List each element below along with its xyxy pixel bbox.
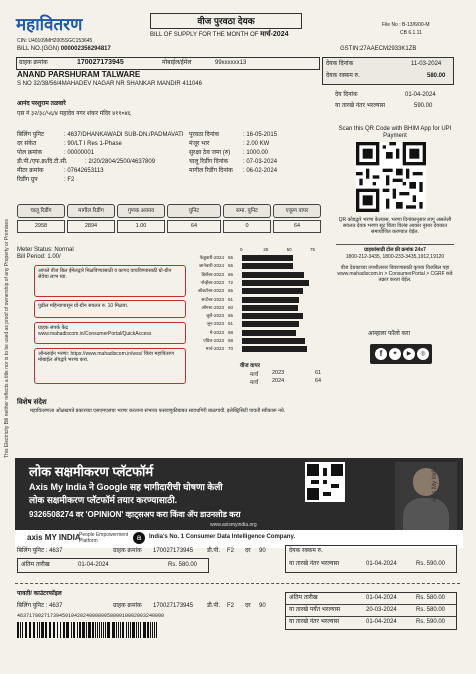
barcode-bar (49, 622, 51, 638)
special-message-title: विशेष संदेश (17, 399, 47, 406)
consumer-name: ANAND PARSHURAM TALWARE (17, 70, 141, 79)
barcode-bar (92, 622, 94, 638)
consumer-name-marathi: आनंद परशुराम तळवारे (17, 101, 66, 107)
barcode-bar (156, 622, 157, 638)
barcode-bar (29, 622, 31, 638)
barcode-bar (39, 622, 40, 638)
cut-line (15, 583, 460, 584)
chart-value-label: 68 (228, 338, 234, 343)
chart-month-label: मे-2023 (209, 329, 224, 335)
barcode-bar (88, 622, 91, 638)
barcode-bar (73, 622, 75, 638)
barcode-number: 4637170027173945010420240000005800010002003240000 (17, 613, 165, 619)
chart-bar (242, 330, 296, 336)
barcode-bar (122, 622, 124, 638)
stub1-amount-table: देयक रक्कम रु. या तारखे नंतर भरल्यास 01-04-2024 Rs. 590.00 (285, 545, 457, 573)
chart-value-label: 61 (228, 296, 234, 302)
chart-bar (242, 263, 293, 269)
barcode-bar (116, 622, 117, 638)
barcode-bar (143, 622, 146, 638)
axis-tick: 0 (240, 247, 243, 252)
barcode-bar (120, 622, 121, 638)
barcode-bar (130, 622, 131, 638)
chart-month-label: डिसेंबर-2023 (201, 271, 224, 277)
reading-value: 2958 (17, 220, 65, 233)
barcode (17, 622, 217, 638)
barcode-bar (101, 622, 102, 638)
reading-header: समा. युनिट (223, 204, 271, 218)
barcode-bar (86, 622, 87, 638)
after-due-row: या तारखे नंतर भरल्यास 590.00 (335, 103, 433, 109)
barcode-bar (63, 622, 65, 638)
chart-bar (242, 313, 303, 319)
axis-logo: axis MY INDIA (27, 533, 81, 542)
barcode-bar (140, 622, 141, 638)
gstin: GSTIN:27AAECM2933K1ZB (340, 46, 417, 52)
barcode-bar (95, 622, 96, 638)
ad-person-photo (395, 462, 457, 530)
barcode-bar (154, 622, 155, 638)
chart-value-label: 70 (228, 346, 234, 352)
social-links (370, 344, 432, 364)
reading-value: 1.00 (117, 220, 165, 233)
qr-info-text: QR कोडद्वारे भरणा केल्यास, भरणा दिनांकानुसार लागू असलेली सवलत देयक भरणा सूट किंवा विलंब आकार नुसार देयकात समायोजित करण्यात येईल. (338, 217, 452, 235)
barcode-bar (41, 622, 44, 638)
side-ad-text: Axis My India (432, 466, 438, 502)
barcode-bar (53, 622, 55, 638)
chart-bar (242, 321, 299, 327)
stub1-header: बिलिंग युनिट : 4637 ग्राहक क्रमांक 170027173945 डी.पी. F2 दर 90 (17, 548, 266, 554)
ad-line-1: लोक सक्षमीकरण प्लॅटफॉर्म (29, 464, 154, 479)
axis-tick: 75 (310, 247, 316, 252)
barcode-bar (152, 622, 153, 638)
barcode-bar (105, 622, 106, 638)
bill-month: BILL OF SUPPLY FOR THE MONTH OF मार्च-2024 (150, 31, 289, 38)
stub2-table: अंतिम तारीख 01-04-2024 Rs. 580.00 या तारखे पर्यंत भरल्यास 20-03-2024 Rs. 580.00 या तारखे नंतर भरल्यास 01-04-2024 Rs. 590.00 (285, 592, 457, 630)
stub2-details: बिलिंग युनिट : 4637 ग्राहक क्रमांक 170027173945 डी.पी. F2 दर 90 (17, 603, 266, 609)
facebook-icon[interactable]: f (375, 348, 387, 360)
barcode-bar (79, 622, 81, 638)
barcode-bar (128, 622, 129, 638)
chart-value-label: 61 (228, 321, 234, 327)
reading-value: 2894 (67, 220, 115, 233)
consumer-no: 170027173945 (77, 59, 124, 66)
mobile: 99xxxxxx13 (215, 60, 247, 66)
barcode-bar (25, 622, 27, 638)
chart-month-label: मार्च-2023 (205, 346, 224, 352)
company-logo (16, 12, 82, 35)
cb-code: CB 6.1.11 (400, 30, 422, 36)
barcode-bar (57, 622, 58, 638)
chart-value-label: 72 (228, 279, 234, 285)
barcode-bar (126, 622, 127, 638)
barcode-bar (37, 622, 38, 638)
consumer-address-marathi: एस नं ३२/३८/५६/४ महादेव नगर शंकर मंदिर ४११०४६ (17, 111, 131, 117)
side-disclaimer: This Electricity Bill neither reflects a title nor is to be used as proof of ownership of any Property or Premises (4, 219, 10, 458)
notice-3: ग्राहक संपर्क केंद्र www.mahadiscom.in/ConsumerPortal/QuickAccess (34, 322, 186, 344)
axis-tick: 25 (263, 247, 269, 252)
follow-us: आम्हाला फॉलो करा (368, 331, 411, 337)
logo-text: महावितरण (16, 15, 83, 34)
chart-month-label: ऑक्टोबर-2023 (197, 288, 224, 294)
youtube-icon[interactable]: ▶ (403, 348, 415, 360)
barcode-bar (118, 622, 119, 638)
bill-title: वीज पुरवठा देयक (150, 13, 302, 29)
twitter-icon[interactable]: ✦ (389, 348, 401, 360)
ad-people-platform: People Empowerment Platform (79, 532, 129, 544)
ad-line-2: Axis My India ने Google सह भागीदारीची घोषणा केली (29, 482, 223, 492)
ad-banner (15, 458, 463, 548)
barcode-bar (77, 622, 78, 638)
reading-header: एकूण वापर (273, 204, 321, 218)
chart-month-label: जून-2023 (206, 321, 224, 327)
helpline-numbers: 1800-212-3435, 1800-233-3435,1912,19120 (345, 254, 445, 260)
meter-status: Meter Status: Normal (17, 247, 74, 253)
consumer-header-row: ग्राहक क्रमांक 170027173945 मोबाईल/ईमेल 99xxxxxx13 (16, 57, 320, 70)
ad-url: www.axismyindia.org (210, 522, 257, 528)
chart-bar (242, 272, 304, 278)
chart-value-label: 60 (228, 304, 234, 310)
chart-value-label: 55 (228, 263, 234, 269)
chart-bar (242, 255, 293, 261)
chart-march2023-year: 2023 (272, 370, 285, 376)
file-no: File No : B-13/6/00-M (382, 22, 430, 28)
barcode-bar (22, 622, 23, 638)
barcode-bar (138, 622, 139, 638)
barcode-bar (17, 622, 19, 638)
reading-header: युनिट (167, 204, 221, 218)
due-box: देयक दिनांक 11-03-2024 देयक रक्कम रु. 580.00 (322, 57, 454, 85)
stub1-due-table: अंतिम तारीख 01-04-2024 Rs. 580.00 (17, 558, 209, 573)
reading-header: मागील रिडींग (67, 204, 115, 218)
chart-month-label: जानेवारी-2024 (198, 263, 224, 269)
bill-period: Bill Period: 1.00/ (17, 254, 61, 260)
barcode-bar (66, 622, 69, 638)
chart-bar (242, 346, 307, 352)
notice-1: आपले वीज बिल ईमेलद्वारे मिळविण्यासाठी व कागद वाचविण्यासाठी ग्रो-ग्रीन सेवेचा लाभ घ्या. (34, 265, 186, 297)
chart-march2024-label: मार्च (250, 380, 259, 386)
barcode-bar (71, 622, 72, 638)
barcode-bar (136, 622, 137, 638)
qr-scan-text: Scan this QR Code with BHIM App for UPI Payment (338, 126, 452, 139)
ad-line-4: 9326508274 वर 'OPINION' व्हाट्सअप करा किंवा ॲप डाउनलोड करा (29, 510, 241, 519)
stub2-title: पावती/ काउंटरफॉइल (17, 591, 62, 597)
notice-2: पुढील महिन्यापासून ग्रो-ग्रीन सवलत रु. 10 मिळवा. (34, 300, 186, 318)
chart-value-label: 58 (228, 329, 234, 335)
portal-info: वीज देयकाच्या तपशीलवार विवरणासाठी कृपया विजबिल पहा www.mahadiscom.in > ConsumerPortal > CGRF कडे तक्रार करता येईल. (337, 265, 453, 283)
reading-header: चालू रिडींग (17, 204, 65, 218)
barcode-bar (82, 622, 85, 638)
barcode-bar (45, 622, 47, 638)
chart-value-label: 65 (228, 313, 234, 319)
consumer-address: S NO 32/38/56/4MAHADEV NAGAR NR SHANKAR MANDIR 411046 (17, 81, 202, 87)
barcode-bar (60, 622, 61, 638)
ad-line-3: लोक सक्षमीकरण प्लॅटफॉर्म तयार करण्यासाठी. (29, 495, 178, 505)
reading-value: 0 (223, 220, 271, 233)
chart-month-label: सप्टेंबर-2023 (201, 296, 224, 302)
chart-bar (242, 338, 305, 344)
reading-value: 64 (273, 220, 321, 233)
chart-month-label: जुलै-2023 (206, 313, 224, 319)
chart-value-label: 66 (228, 271, 234, 277)
chart-value-label: 65 (228, 288, 234, 294)
barcode-bar (132, 622, 135, 638)
barcode-bar (150, 622, 151, 638)
chart-march2024-year: 2024 (272, 378, 285, 384)
chart-bar (242, 297, 299, 303)
billing-details: बिलिंग युनिट : 4637/DHANKAWADI SUB-DN./PADMAVATI दर संकेत : 90/LT I Res 1-Phase पोल क्रमांक : 00000001 डी.पी./एफ.क्र/दि.टी.सी. : 2/20/2804/2500/4637809 मीटर क्रमांक : 07642653113 रिडींग ग्रुप : F2 पुरवठा दिनांक : 16-05-2015 मंजूर भार : 2.00 KW सुरक्षा ठेव जमा (रु) : 1000.00 चालू रिडींग दिनांक : 07-03-2024 मागील रिडींग दिनांक : 06-02-2024 (17, 132, 278, 183)
helpline-label: ग्राहकांसाठी टोल फ्री क्रमांक 24x7 (336, 244, 454, 253)
barcode-bar (33, 622, 35, 638)
pay-by-row: देय दिनांक 01-04-2024 (335, 92, 436, 98)
chart-march2024-value: 64 (315, 378, 322, 384)
chart-month-label: नोव्हेंबर-2023 (200, 279, 224, 285)
chart-value-label: 55 (228, 255, 234, 260)
bill-amount: 580.00 (427, 73, 446, 79)
special-message-text: महावितरणला ओळखपत्रे प्रकारच्या एसएमएसचा भरणा करताना संभाव्य फसवणूकीबाबत सावधगिरी बाळगावी. इलेक्ट्रिसिटी पावती स्वीकारू नये. (30, 408, 286, 414)
chart-bar (242, 288, 303, 294)
reading-header: गुणक अवयव (117, 204, 165, 218)
chart-bar (242, 305, 298, 311)
ad-a-icon: a (133, 532, 145, 544)
barcode-bar (99, 622, 100, 638)
reading-value: 64 (167, 220, 221, 233)
cin: CIN: U40109MH2005SGC153645 (17, 38, 93, 44)
barcode-bar (107, 622, 110, 638)
chart-march2023-value: 61 (315, 370, 322, 376)
barcode-bar (112, 622, 115, 638)
instagram-icon[interactable]: ◎ (417, 348, 429, 360)
ad-qr[interactable] (305, 462, 345, 502)
barcode-bar (103, 622, 104, 638)
ad-tagline: India's No. 1 Consumer Data Intelligence Company. (149, 534, 296, 540)
chart-month-label: एप्रिल-2023 (203, 338, 224, 343)
barcode-bar (97, 622, 98, 638)
barcode-bar (147, 622, 149, 638)
barcode-bar (20, 622, 21, 638)
axis-tick: 50 (286, 247, 292, 252)
bill-no: BILL NO.(GGN) 000002356294817 (17, 46, 111, 52)
chart-month-label: ऑगस्ट-2023 (201, 304, 224, 310)
chart-march2023-label: मार्च (250, 372, 259, 378)
chart-bar (242, 280, 309, 286)
notice-4: ऑनलाईन भरणा: https://www.mahadiscom.in/wss/ किंवा महावितरण मोबाईल ॲपद्वारे भरणा करा. (34, 348, 186, 384)
chart-total-label: वीज वापर (240, 363, 260, 369)
upi-qr-code[interactable] (356, 142, 426, 212)
consumption-chart (190, 247, 330, 395)
chart-month-label: फेब्रुवारी-2024 (199, 255, 224, 260)
